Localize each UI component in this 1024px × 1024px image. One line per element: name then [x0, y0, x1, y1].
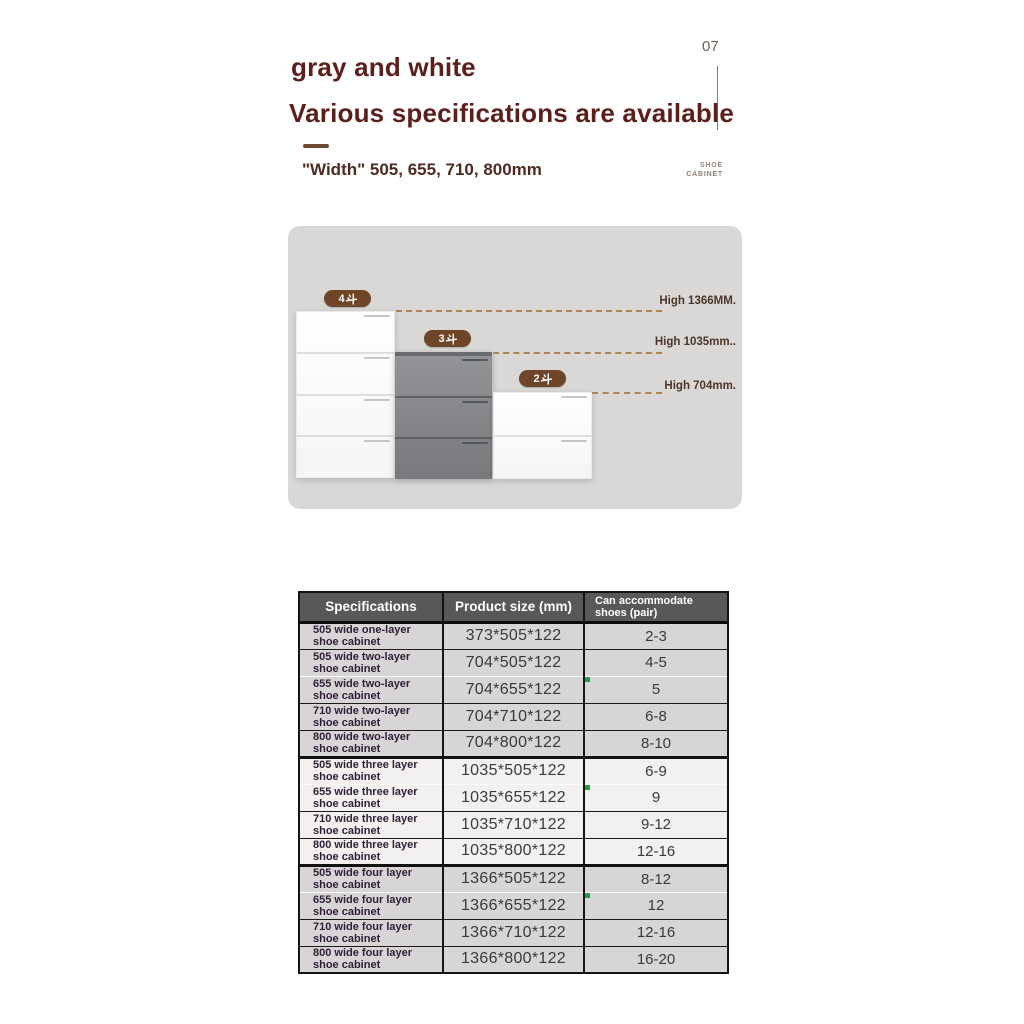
size-cell: 1366*505*122: [443, 865, 584, 892]
badge-3-drawer: [424, 330, 471, 347]
page-title-line2: Various specifications are available: [289, 98, 735, 128]
spec-cell: [299, 676, 443, 703]
spec-name-line2: shoe cabinet: [313, 636, 381, 648]
badge-2-drawer: [519, 370, 566, 387]
spec-cell: [299, 649, 443, 676]
dou-character-icon: [541, 373, 552, 385]
capacity-value: 6-8: [645, 708, 667, 725]
spec-cell: [299, 622, 443, 649]
width-subtitle: "Width" 505, 655, 710, 800mm: [302, 160, 542, 179]
table-row: [299, 946, 728, 973]
capacity-value: 12: [647, 897, 665, 914]
spec-cell: [299, 784, 443, 811]
size-cell: 1366*655*122: [443, 892, 584, 919]
table-row: [299, 784, 728, 811]
capacity-value: 12-16: [636, 924, 676, 941]
accent-dash: [303, 144, 329, 148]
spec-name-line2: shoe cabinet: [313, 824, 381, 837]
spec-name-line1: 800 wide two-layer: [313, 731, 411, 743]
spec-name-line1: 505 wide three layer: [313, 759, 418, 771]
size-cell: 704*800*122: [443, 730, 584, 757]
capacity-cell: [584, 919, 728, 946]
capacity-value: 2-3: [645, 627, 667, 645]
table-row: [299, 919, 728, 946]
spec-name-line1: 655 wide four layer: [313, 893, 413, 906]
table-row: [299, 676, 728, 703]
spec-name-line1: 800 wide three layer: [313, 839, 418, 851]
size-cell: 1366*800*122: [443, 946, 584, 973]
capacity-value: 16-20: [636, 950, 676, 968]
height-label-704: High 704mm.: [664, 380, 736, 392]
spec-cell: [299, 865, 443, 892]
height-label-1366: High 1366MM.: [659, 295, 736, 307]
capacity-cell: [584, 703, 728, 730]
spec-cell: [299, 757, 443, 784]
col-header-specifications: Specifications: [299, 592, 443, 622]
dou-character-icon: [346, 293, 357, 305]
cabinet-3-layer: [395, 352, 492, 479]
badge-digit: 4: [338, 292, 345, 305]
badge-4-drawer: [324, 290, 371, 307]
capacity-value: 8-12: [640, 870, 672, 888]
table-row: [299, 649, 728, 676]
badge-digit: 2: [533, 372, 540, 385]
cabinet-4-layer: [296, 311, 395, 478]
spec-name-line2: shoe cabinet: [313, 932, 381, 945]
capacity-value: 8-10: [640, 734, 672, 752]
drawer: [297, 394, 394, 436]
spec-name-line2: shoe cabinet: [313, 662, 381, 675]
size-cell: 1035*505*122: [443, 757, 584, 784]
spec-cell: [299, 838, 443, 865]
capacity-value: 5: [651, 681, 661, 698]
spec-cell: [299, 946, 443, 973]
spec-name-line2: shoe cabinet: [313, 959, 381, 972]
table-row: [299, 811, 728, 838]
spec-name-line2: shoe cabinet: [313, 851, 381, 863]
capacity-value: 4-5: [645, 654, 667, 671]
comment-marker: [585, 785, 590, 790]
size-diagram-panel: [288, 226, 742, 509]
spec-name-line2: shoe cabinet: [313, 743, 381, 755]
capacity-cell: [584, 649, 728, 676]
brand-label-line2: CABINET: [686, 171, 723, 178]
spec-name-line2: shoe cabinet: [313, 716, 381, 729]
spec-cell: [299, 919, 443, 946]
capacity-cell: [584, 622, 728, 649]
table-row: [299, 865, 728, 892]
spec-name-line1: 710 wide four layer: [313, 920, 413, 933]
brand-label: [686, 161, 723, 179]
height-label-1035: High 1035mm..: [654, 336, 736, 348]
brand-label-line1: SHOE: [699, 162, 723, 169]
dou-character-icon: [446, 333, 457, 345]
specifications-table: [298, 591, 729, 974]
height-guide-line-1035: [493, 352, 662, 354]
capacity-cell: [584, 838, 728, 865]
capacity-cell: [584, 946, 728, 973]
capacity-cell: [584, 784, 728, 811]
page-number: 07: [702, 38, 719, 55]
badge-digit: 3: [438, 332, 445, 345]
col-header-capacity: Can accommodate shoes (pair): [584, 592, 728, 622]
capacity-cell: [584, 676, 728, 703]
spec-name-line2: shoe cabinet: [313, 689, 381, 702]
table-row: [299, 730, 728, 757]
capacity-value: 9: [651, 789, 661, 806]
spec-cell: [299, 892, 443, 919]
spec-name-line1: 710 wide two-layer: [313, 704, 411, 717]
capacity-cell: [584, 757, 728, 784]
spec-cell: [299, 811, 443, 838]
size-cell: 1366*710*122: [443, 919, 584, 946]
drawer: [395, 356, 492, 396]
drawer: [395, 396, 492, 438]
size-cell: 1035*800*122: [443, 838, 584, 865]
table-header-row: [299, 592, 728, 622]
table-row: [299, 622, 728, 649]
spec-name-line2: shoe cabinet: [313, 879, 381, 891]
size-cell: 704*655*122: [443, 676, 584, 703]
drawer: [395, 437, 492, 479]
spec-name-line1: 505 wide two-layer: [313, 650, 411, 663]
drawer: [297, 352, 394, 394]
spec-name-line1: 710 wide three layer: [313, 812, 418, 825]
spec-name-line1: 800 wide four layer: [313, 947, 413, 960]
capacity-value: 6-9: [645, 762, 667, 780]
drawer: [297, 312, 394, 352]
capacity-cell: [584, 811, 728, 838]
spec-name-line1: 655 wide three layer: [313, 785, 418, 798]
drawer: [494, 393, 591, 435]
spec-name-line2: shoe cabinet: [313, 797, 381, 810]
spec-name-line2: shoe cabinet: [313, 905, 381, 918]
table-row: [299, 838, 728, 865]
height-guide-line-1366: [396, 310, 662, 312]
capacity-value: 9-12: [640, 816, 672, 833]
col-header-product-size: Product size (mm): [443, 592, 584, 622]
spec-name-line1: 655 wide two-layer: [313, 677, 411, 690]
capacity-cell: [584, 892, 728, 919]
comment-marker: [585, 677, 590, 682]
comment-marker: [585, 893, 590, 898]
spec-cell: [299, 703, 443, 730]
spec-cell: [299, 730, 443, 757]
size-cell: 704*710*122: [443, 703, 584, 730]
table-row: [299, 703, 728, 730]
drawer: [297, 435, 394, 477]
height-guide-line-704: [592, 392, 662, 394]
table-row: [299, 757, 728, 784]
drawer: [494, 435, 591, 479]
page-title-line1: gray and white: [291, 52, 476, 82]
size-cell: 1035*710*122: [443, 811, 584, 838]
table-row: [299, 892, 728, 919]
spec-name-line2: shoe cabinet: [313, 771, 381, 783]
size-cell: 1035*655*122: [443, 784, 584, 811]
capacity-cell: [584, 730, 728, 757]
spec-name-line1: 505 wide four layer: [313, 867, 413, 879]
capacity-cell: [584, 865, 728, 892]
size-cell: 373*505*122: [443, 622, 584, 649]
cabinet-2-layer: [493, 392, 592, 479]
spec-name-line1: 505 wide one-layer: [313, 624, 411, 636]
size-cell: 704*505*122: [443, 649, 584, 676]
capacity-value: 12-16: [636, 842, 676, 860]
